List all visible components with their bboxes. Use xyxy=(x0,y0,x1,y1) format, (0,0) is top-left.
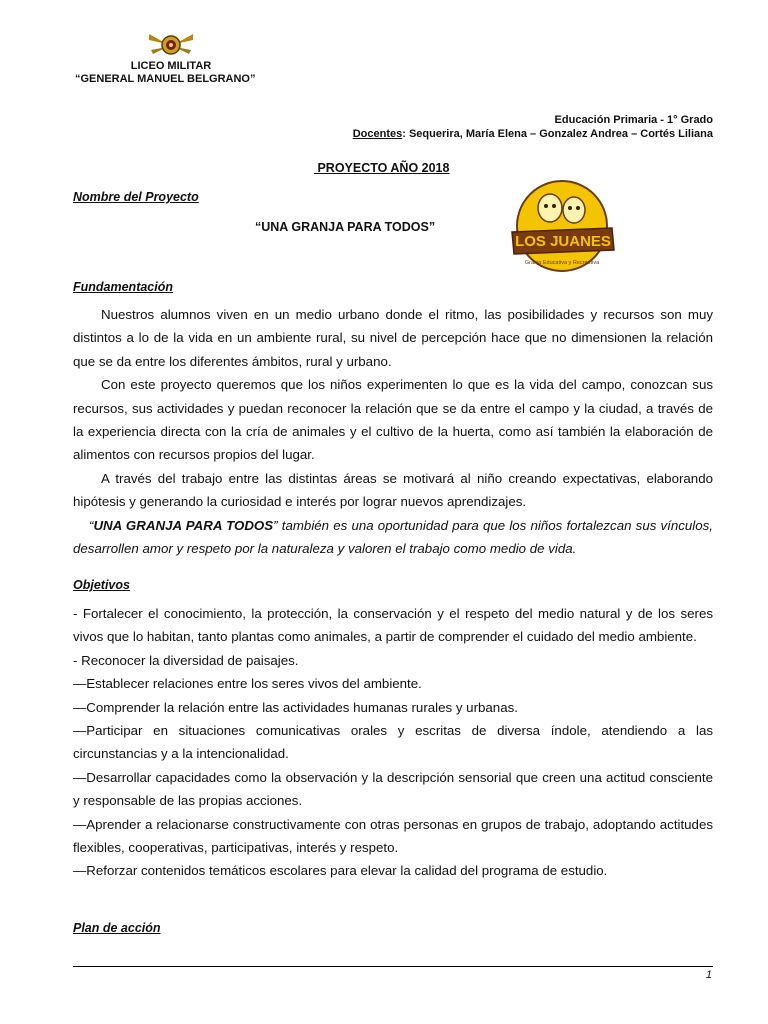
page-number: 1 xyxy=(705,969,712,981)
project-year-title: PROYECTO AÑO 2018 xyxy=(314,161,450,175)
fundamentacion-paragraph-2: Con este proyecto queremos que los niños experimenten lo que es la vida del campo, conozcan sus recursos, sus actividades y puedan reconocer la relación que se da entre el campo y la ciudad, a través de la experiencia directa con la cría de animales y el cultivo de la huerta, como así también la elaboración de alimentos con recursos propios del lugar. xyxy=(73,377,713,463)
objetivos-list xyxy=(73,602,713,883)
list-item: - Fortalecer el conocimiento, la protección, la conservación y el respeto del medio natural y de los seres vivos que lo habitan, tanto plantas como animales, a partir de comprender el cuidado del medio ambiente. xyxy=(73,606,713,645)
list-item: —Aprender a relacionarse constructivamente con otras personas en grupos de trabajo, adoptando actitudes flexibles, cooperativas, participativas, interés y respeto. xyxy=(73,816,713,856)
los-juanes-logo xyxy=(504,178,620,278)
list-item: —Reforzar contenidos temáticos escolares para elevar la calidad del programa de estudio. xyxy=(73,863,608,879)
list-item: —Establecer relaciones entre los seres vivos del ambiente. xyxy=(73,676,422,692)
fundamentacion-body xyxy=(73,303,713,560)
list-item: —Participar en situaciones comunicativas orales y escritas de diversa índole, atendiendo a las circunstancias y a la intencionalidad. xyxy=(73,723,713,762)
fundamentacion-paragraph-1: Nuestros alumnos viven en un medio urbano donde el ritmo, las posibilidades y recursos son muy distintos a lo de la vida en un ambiente rural, su nivel de percepción hace que no dimensionen la relación que se da entre los diferentes ámbitos, rural y urbano. xyxy=(73,307,713,369)
list-item: - Reconocer la diversidad de paisajes. xyxy=(73,652,299,668)
project-name-inline: UNA GRANJA PARA TODOS xyxy=(93,517,274,533)
school-name: “GENERAL MANUEL BELGRANO” xyxy=(75,73,256,85)
fundamentacion-heading: Fundamentación xyxy=(73,280,174,294)
school-crest-icon xyxy=(145,30,197,60)
school-header xyxy=(96,30,246,72)
list-item: —Desarrollar capacidades como la observación y la descripción sensorial que creen una actitud consciente y responsable de las propias acciones. xyxy=(73,769,713,809)
teachers-label: Docentes xyxy=(352,128,403,140)
list-item: —Comprender la relación entre las actividades humanas rurales y urbanas. xyxy=(73,699,518,715)
project-name-heading: Nombre del Proyecto xyxy=(73,190,199,204)
project-name-value: “UNA GRANJA PARA TODOS” xyxy=(255,220,436,234)
fundamentacion-paragraph-3: A través del trabajo entre las distintas áreas se motivará al niño creando expectativas, elaborando hipótesis y generando la curiosidad e interés por lograr nuevos aprendizajes. xyxy=(73,470,713,510)
plan-heading: Plan de acción xyxy=(73,921,161,935)
teachers-line xyxy=(353,127,713,141)
education-level: Educación Primaria - 1° Grado xyxy=(554,114,713,126)
fundamentacion-paragraph-4: “UNA GRANJA PARA TODOS” también es una oportunidad para que los niños fortalezcan sus vínculos, desarrollen amor y respeto por la naturaleza y valoren el trabajo como medio de vida. xyxy=(73,517,714,557)
logo-subtext: Granja Educativa y Recreativa xyxy=(524,260,600,266)
course-info xyxy=(353,113,713,141)
teachers-value: : Sequerira, María Elena – Gonzalez Andrea – Cortés Liliana xyxy=(402,128,713,140)
footer-divider xyxy=(73,966,713,967)
fundamentacion-paragraph-4-text: también es una oportunidad para que los niños fortalezcan sus vínculos, desarrollen amor y respeto por la naturaleza y valoren el trabajo como medio de vida. xyxy=(73,517,714,557)
logo-text: LOS JUANES xyxy=(515,233,611,250)
objetivos-heading: Objetivos xyxy=(73,578,130,592)
school-type: LICEO MILITAR xyxy=(130,60,212,72)
